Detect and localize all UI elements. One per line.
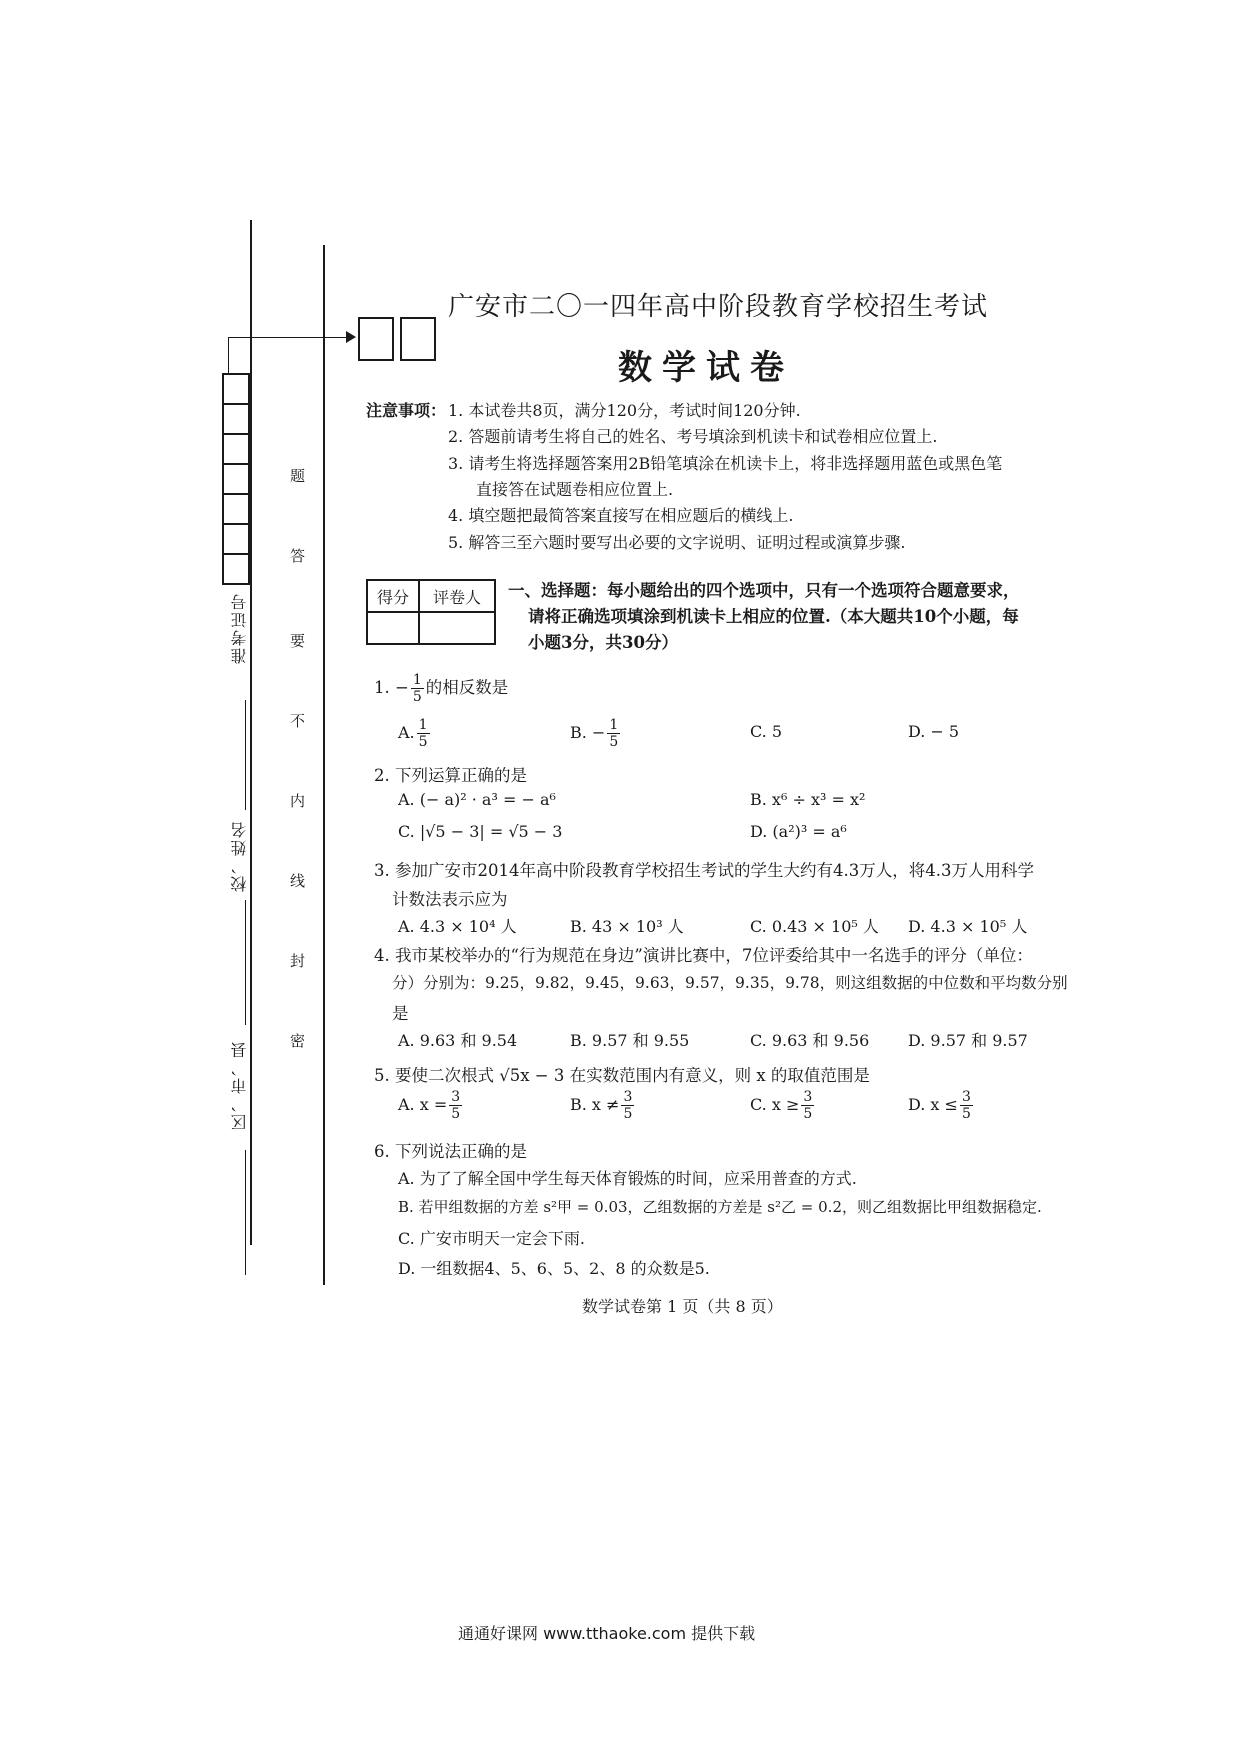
question-5-option-a[interactable]: A. x = $\frac{3}{5}$ (398, 1089, 461, 1122)
notice-label: 注意事项： (366, 401, 447, 420)
seal-char: 答 (290, 547, 306, 565)
notice-item: 5. 解答三至六题时要写出必要的文字说明、证明过程或演算步骤. (448, 533, 906, 552)
notice-item: 4. 填空题把最简答案直接写在相应题后的横线上. (448, 506, 794, 525)
page-footer: 数学试卷第 1 页（共 8 页） (582, 1297, 783, 1316)
question-1-option-a[interactable]: A. $\frac{1}{5}$ (398, 717, 428, 750)
question-3-option-d[interactable]: D. 4.3 × 10⁵ 人 (908, 917, 1028, 936)
question-4-option-d[interactable]: D. 9.57 和 9.57 (908, 1031, 1028, 1050)
question-2-option-d[interactable]: D. (a²)³ = a⁶ (750, 822, 847, 841)
seal-char: 题 (290, 467, 306, 485)
district-label: 区、市、县 (230, 1040, 249, 1130)
seal-char: 线 (290, 872, 306, 890)
notice-item: 1. 本试卷共8页，满分120分，考试时间120分钟. (448, 401, 801, 420)
code-box-2[interactable] (400, 317, 436, 361)
score-cell[interactable] (367, 612, 419, 644)
binding-line-right (323, 245, 325, 1285)
grader-header: 评卷人 (419, 580, 495, 612)
school-name-label: 校、姓名 (230, 820, 249, 892)
question-4-option-b[interactable]: B. 9.57 和 9.55 (570, 1031, 690, 1050)
ticket-box[interactable] (222, 553, 250, 585)
ticket-box[interactable] (222, 373, 250, 405)
question-3-stem-line1: 3. 参加广安市2014年高中阶段教育学校招生考试的学生大约有4.3万人，将4.3万人用科学 (374, 861, 1034, 880)
question-6-option-b[interactable]: B. 若甲组数据的方差 s²甲 = 0.03，乙组数据的方差是 s²乙 = 0.2，则乙组数据比甲组数据稳定. (398, 1198, 1042, 1216)
ticket-box[interactable] (222, 463, 250, 495)
question-6-option-c[interactable]: C. 广安市明天一定会下雨. (398, 1229, 585, 1248)
question-4-stem-line3: 是 (392, 1004, 409, 1023)
connector-arrow-icon (346, 331, 356, 343)
seal-char: 不 (290, 712, 306, 730)
question-6-stem: 6. 下列说法正确的是 (374, 1142, 527, 1161)
section1-line2: 请将正确选项填涂到机读卡上相应的位置.（本大题共10个小题，每 (528, 607, 1019, 626)
district-field-line[interactable] (245, 900, 246, 1025)
seal-char: 密 (290, 1032, 306, 1050)
question-4-option-a[interactable]: A. 9.63 和 9.54 (398, 1031, 518, 1050)
connector-vertical (228, 337, 229, 374)
section1-line1: 一、选择题：每小题给出的四个选项中，只有一个选项符合题意要求， (508, 581, 1020, 600)
question-1-option-d[interactable]: D. − 5 (908, 722, 960, 741)
question-5-stem: 5. 要使二次根式 √5x − 3 在实数范围内有意义，则 x 的取值范围是 (374, 1066, 870, 1085)
notice-item: 3. 请考生将选择题答案用2B铅笔填涂在机读卡上，将非选择题用蓝色或黑色笔 (448, 454, 1003, 473)
grader-cell[interactable] (419, 612, 495, 644)
school-name-field-line[interactable] (245, 700, 246, 810)
seal-char: 要 (290, 632, 306, 650)
question-4-option-c[interactable]: C. 9.63 和 9.56 (750, 1031, 870, 1050)
question-2-stem: 2. 下列运算正确的是 (374, 766, 527, 785)
question-3-stem-line2: 计数法表示应为 (392, 890, 508, 909)
question-3-option-c[interactable]: C. 0.43 × 10⁵ 人 (750, 917, 879, 936)
question-6-option-d[interactable]: D. 一组数据4、5、6、5、2、8 的众数是5. (398, 1259, 710, 1278)
notice-item: 直接答在试题卷相应位置上. (476, 480, 674, 499)
question-3-option-b[interactable]: B. 43 × 10³ 人 (570, 917, 684, 936)
question-5-option-b[interactable]: B. x ≠ $\frac{3}{5}$ (570, 1089, 633, 1122)
question-5-option-c[interactable]: C. x ≥ $\frac{3}{5}$ (750, 1089, 813, 1122)
ticket-box[interactable] (222, 523, 250, 555)
question-2-option-b[interactable]: B. x⁶ ÷ x³ = x² (750, 790, 866, 809)
score-header: 得分 (367, 580, 419, 612)
score-table (366, 579, 496, 645)
question-4-stem-line2: 分）分别为：9.25，9.82，9.45，9.63，9.57，9.35，9.78，则这组数据的中位数和平均数分别 (392, 974, 1068, 992)
ticket-box[interactable] (222, 403, 250, 435)
question-2-option-c[interactable]: C. |√5 − 3| = √5 − 3 (398, 822, 563, 841)
question-3-option-a[interactable]: A. 4.3 × 10⁴ 人 (398, 917, 517, 936)
ticket-box[interactable] (222, 493, 250, 525)
exam-title: 广安市二〇一四年高中阶段教育学校招生考试 (448, 292, 989, 322)
question-2-option-a[interactable]: A. (− a)² · a³ = − a⁶ (398, 790, 556, 809)
question-1-option-b[interactable]: B. − $\frac{1}{5}$ (570, 717, 619, 750)
question-5-option-d[interactable]: D. x ≤ $\frac{3}{5}$ (908, 1089, 971, 1122)
question-1-stem: 1. − $\frac{1}{5}$ 的相反数是 (374, 672, 509, 705)
connector-horizontal (228, 337, 354, 338)
question-6-option-a[interactable]: A. 为了了解全国中学生每天体育锻炼的时间，应采用普查的方式. (398, 1169, 857, 1188)
question-4-stem-line1: 4. 我市某校举办的“行为规范在身边”演讲比赛中，7位评委给其中一名选手的评分（单位： (374, 946, 1033, 965)
notice-item: 2. 答题前请考生将自己的姓名、考号填涂到机读卡和试卷相应位置上. (448, 427, 938, 446)
seal-char: 内 (290, 792, 306, 810)
bottom-field-line[interactable] (245, 1150, 246, 1275)
section1-line3: 小题3分，共30分） (528, 633, 678, 652)
ticket-number-label: 准考证号 (230, 592, 249, 664)
download-watermark[interactable]: 通通好课网 www.tthaoke.com 提供下载 (458, 1624, 756, 1643)
paper-subtitle: 数学试卷 (618, 348, 794, 388)
seal-char: 封 (290, 952, 306, 970)
code-box-1[interactable] (358, 317, 394, 361)
ticket-box[interactable] (222, 433, 250, 465)
question-1-option-c[interactable]: C. 5 (750, 722, 783, 741)
